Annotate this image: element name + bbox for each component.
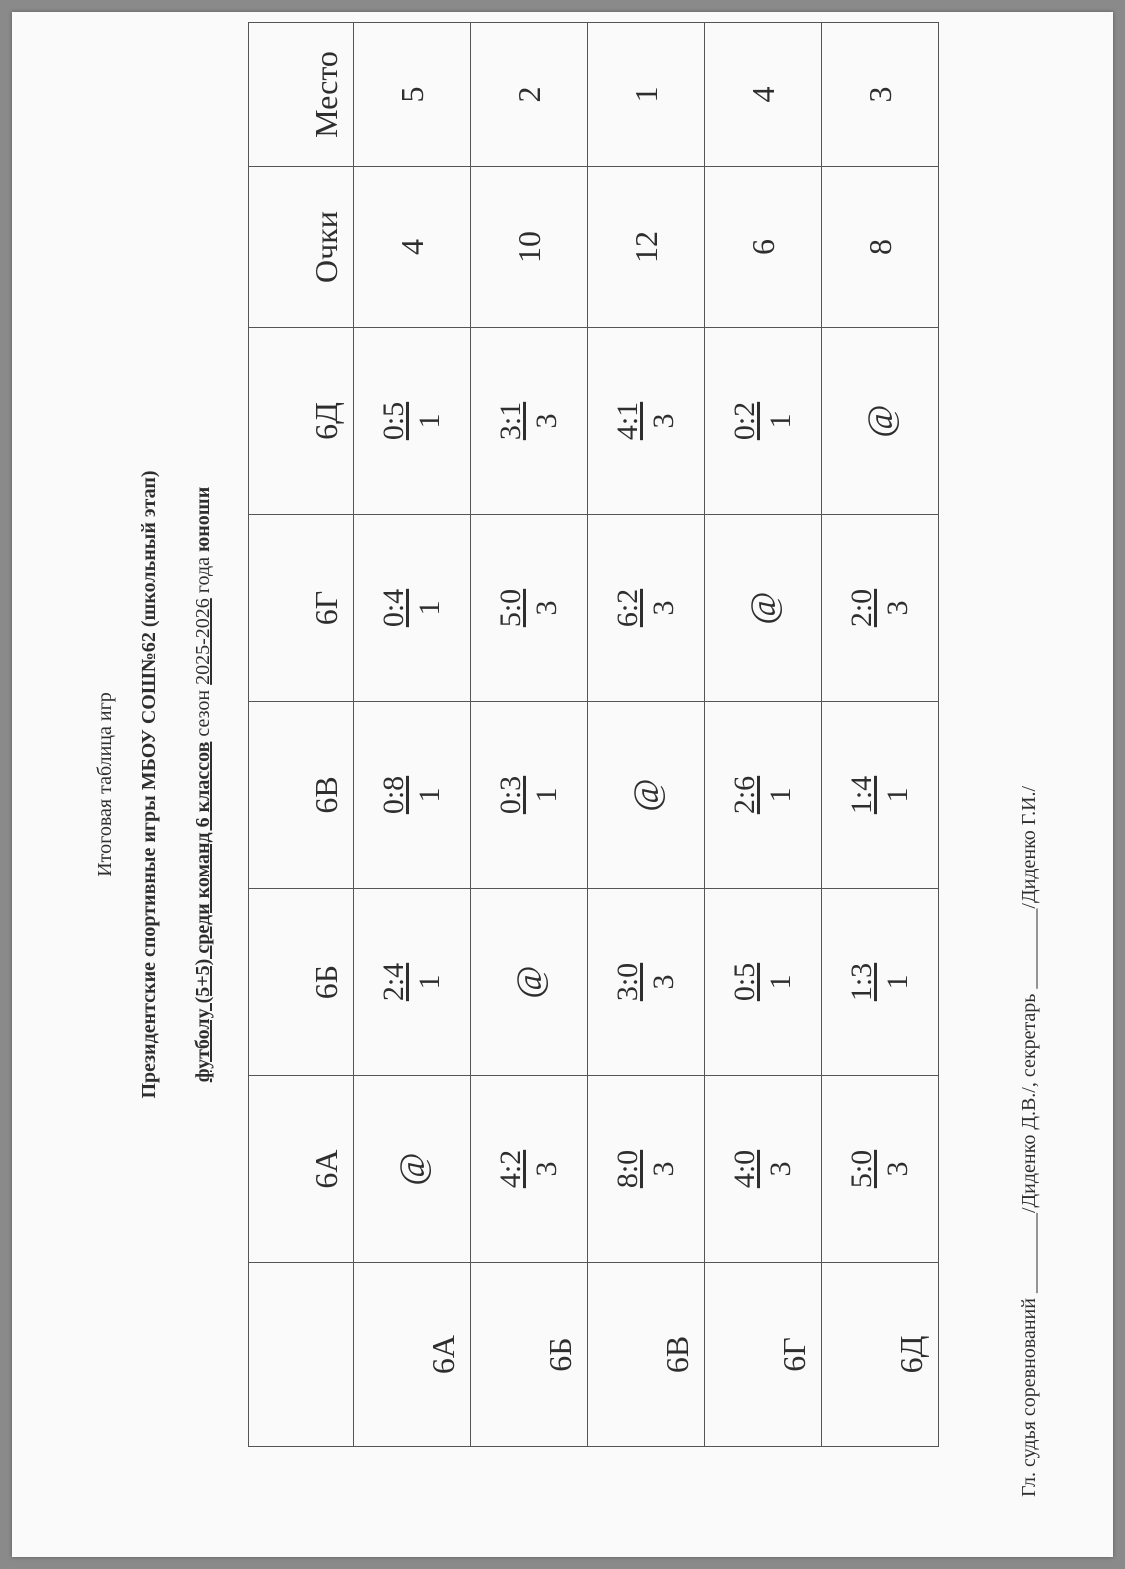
column-header-team: 6А <box>249 1076 354 1263</box>
column-header-team: 6Д <box>249 328 354 515</box>
match-cell <box>354 328 471 515</box>
subtitle-season: 2025-2026 <box>192 598 214 685</box>
match-cell <box>354 702 471 889</box>
match-cell <box>471 328 588 515</box>
match-points: 3 <box>530 1161 563 1177</box>
match-cell <box>822 889 939 1076</box>
match-points: 3 <box>647 413 680 429</box>
match-cell <box>471 515 588 702</box>
column-header-points: Очки <box>249 167 354 328</box>
match-cell <box>588 1076 705 1263</box>
match-points: 3 <box>647 974 680 990</box>
match-points: 3 <box>764 1161 797 1177</box>
row-header-team: 6А <box>354 1263 471 1447</box>
table-row <box>471 23 588 1447</box>
match-score: 0:4 <box>377 588 410 628</box>
column-header-team: 6В <box>249 702 354 889</box>
match-score: 2:4 <box>377 962 410 1002</box>
table-row <box>822 23 939 1447</box>
match-cell <box>705 328 822 515</box>
self-match-cell <box>471 889 588 1076</box>
final-place: 4 <box>705 23 822 167</box>
match-score: 2:0 <box>845 588 878 628</box>
match-cell <box>471 702 588 889</box>
match-score: 0:2 <box>728 401 761 441</box>
subtitle-suffix: года <box>192 552 214 599</box>
match-score: 3:0 <box>611 962 644 1002</box>
self-match-cell <box>354 1076 471 1263</box>
match-points: 1 <box>764 974 797 990</box>
header-row <box>249 23 354 1447</box>
match-score: 4:2 <box>494 1149 527 1189</box>
match-points: 3 <box>647 600 680 616</box>
row-header-team: 6Г <box>705 1263 822 1447</box>
final-place: 2 <box>471 23 588 167</box>
match-points: 1 <box>764 787 797 803</box>
match-points: 3 <box>881 1161 914 1177</box>
total-points: 4 <box>354 167 471 328</box>
match-cell <box>705 702 822 889</box>
document-heading: Итоговая таблица игр <box>94 692 116 877</box>
match-points: 1 <box>413 787 446 803</box>
total-points: 12 <box>588 167 705 328</box>
signature-line: Гл. судья соревнований ________/Диденко Д.В./, секретарь ________/Диденко Г.И./ <box>1018 785 1040 1497</box>
self-match-cell <box>588 702 705 889</box>
column-header-team: 6Б <box>249 889 354 1076</box>
self-match-cell <box>822 328 939 515</box>
subtitle-gender: юноши <box>192 486 214 552</box>
match-points: 1 <box>881 974 914 990</box>
match-cell <box>471 1076 588 1263</box>
match-score: 6:2 <box>611 588 644 628</box>
match-cell <box>588 515 705 702</box>
match-score: 8:0 <box>611 1149 644 1189</box>
subtitle-sport: футболу (5+5) среди команд 6 классов <box>192 741 214 1083</box>
match-score: 2:6 <box>728 775 761 815</box>
self-match-mark: @ <box>392 1152 432 1186</box>
scanned-page <box>12 12 1113 1557</box>
subtitle-middle: сезон <box>192 684 214 742</box>
match-points: 1 <box>881 787 914 803</box>
total-points: 8 <box>822 167 939 328</box>
match-cell <box>822 515 939 702</box>
match-points: 1 <box>530 787 563 803</box>
match-points: 3 <box>881 600 914 616</box>
match-score: 1:3 <box>845 962 878 1002</box>
row-header-team: 6Б <box>471 1263 588 1447</box>
match-cell <box>354 889 471 1076</box>
row-header-team: 6В <box>588 1263 705 1447</box>
match-score: 3:1 <box>494 401 527 441</box>
column-header-place: Место <box>249 23 354 167</box>
document-subtitle <box>192 12 215 1557</box>
final-place: 1 <box>588 23 705 167</box>
match-score: 0:8 <box>377 775 410 815</box>
corner-cell <box>249 1263 354 1447</box>
self-match-mark: @ <box>626 778 666 812</box>
match-score: 1:4 <box>845 775 878 815</box>
match-score: 5:0 <box>494 588 527 628</box>
match-score: 0:5 <box>377 401 410 441</box>
match-points: 1 <box>764 413 797 429</box>
column-header-team: 6Г <box>249 515 354 702</box>
self-match-cell <box>705 515 822 702</box>
match-points: 1 <box>413 974 446 990</box>
match-points: 3 <box>530 413 563 429</box>
match-cell <box>822 702 939 889</box>
match-cell <box>705 1076 822 1263</box>
match-cell <box>588 328 705 515</box>
match-cell <box>822 1076 939 1263</box>
match-score: 5:0 <box>845 1149 878 1189</box>
final-place: 3 <box>822 23 939 167</box>
match-cell <box>354 515 471 702</box>
total-points: 6 <box>705 167 822 328</box>
document-title: Президентские спортивные игры МБОУ СОШ№62 (школьный этап) <box>138 470 160 1099</box>
match-points: 1 <box>413 600 446 616</box>
match-score: 4:1 <box>611 401 644 441</box>
row-header-team: 6Д <box>822 1263 939 1447</box>
self-match-mark: @ <box>860 404 900 438</box>
match-score: 0:3 <box>494 775 527 815</box>
match-cell <box>588 889 705 1076</box>
table-row <box>588 23 705 1447</box>
match-cell <box>705 889 822 1076</box>
match-points: 1 <box>413 413 446 429</box>
results-table <box>248 22 939 1447</box>
final-place: 5 <box>354 23 471 167</box>
self-match-mark: @ <box>743 591 783 625</box>
total-points: 10 <box>471 167 588 328</box>
match-score: 4:0 <box>728 1149 761 1189</box>
self-match-mark: @ <box>509 965 549 999</box>
rotated-sheet <box>12 12 1113 1557</box>
table-row <box>705 23 822 1447</box>
table-row <box>354 23 471 1447</box>
match-points: 3 <box>530 600 563 616</box>
match-points: 3 <box>647 1161 680 1177</box>
match-score: 0:5 <box>728 962 761 1002</box>
